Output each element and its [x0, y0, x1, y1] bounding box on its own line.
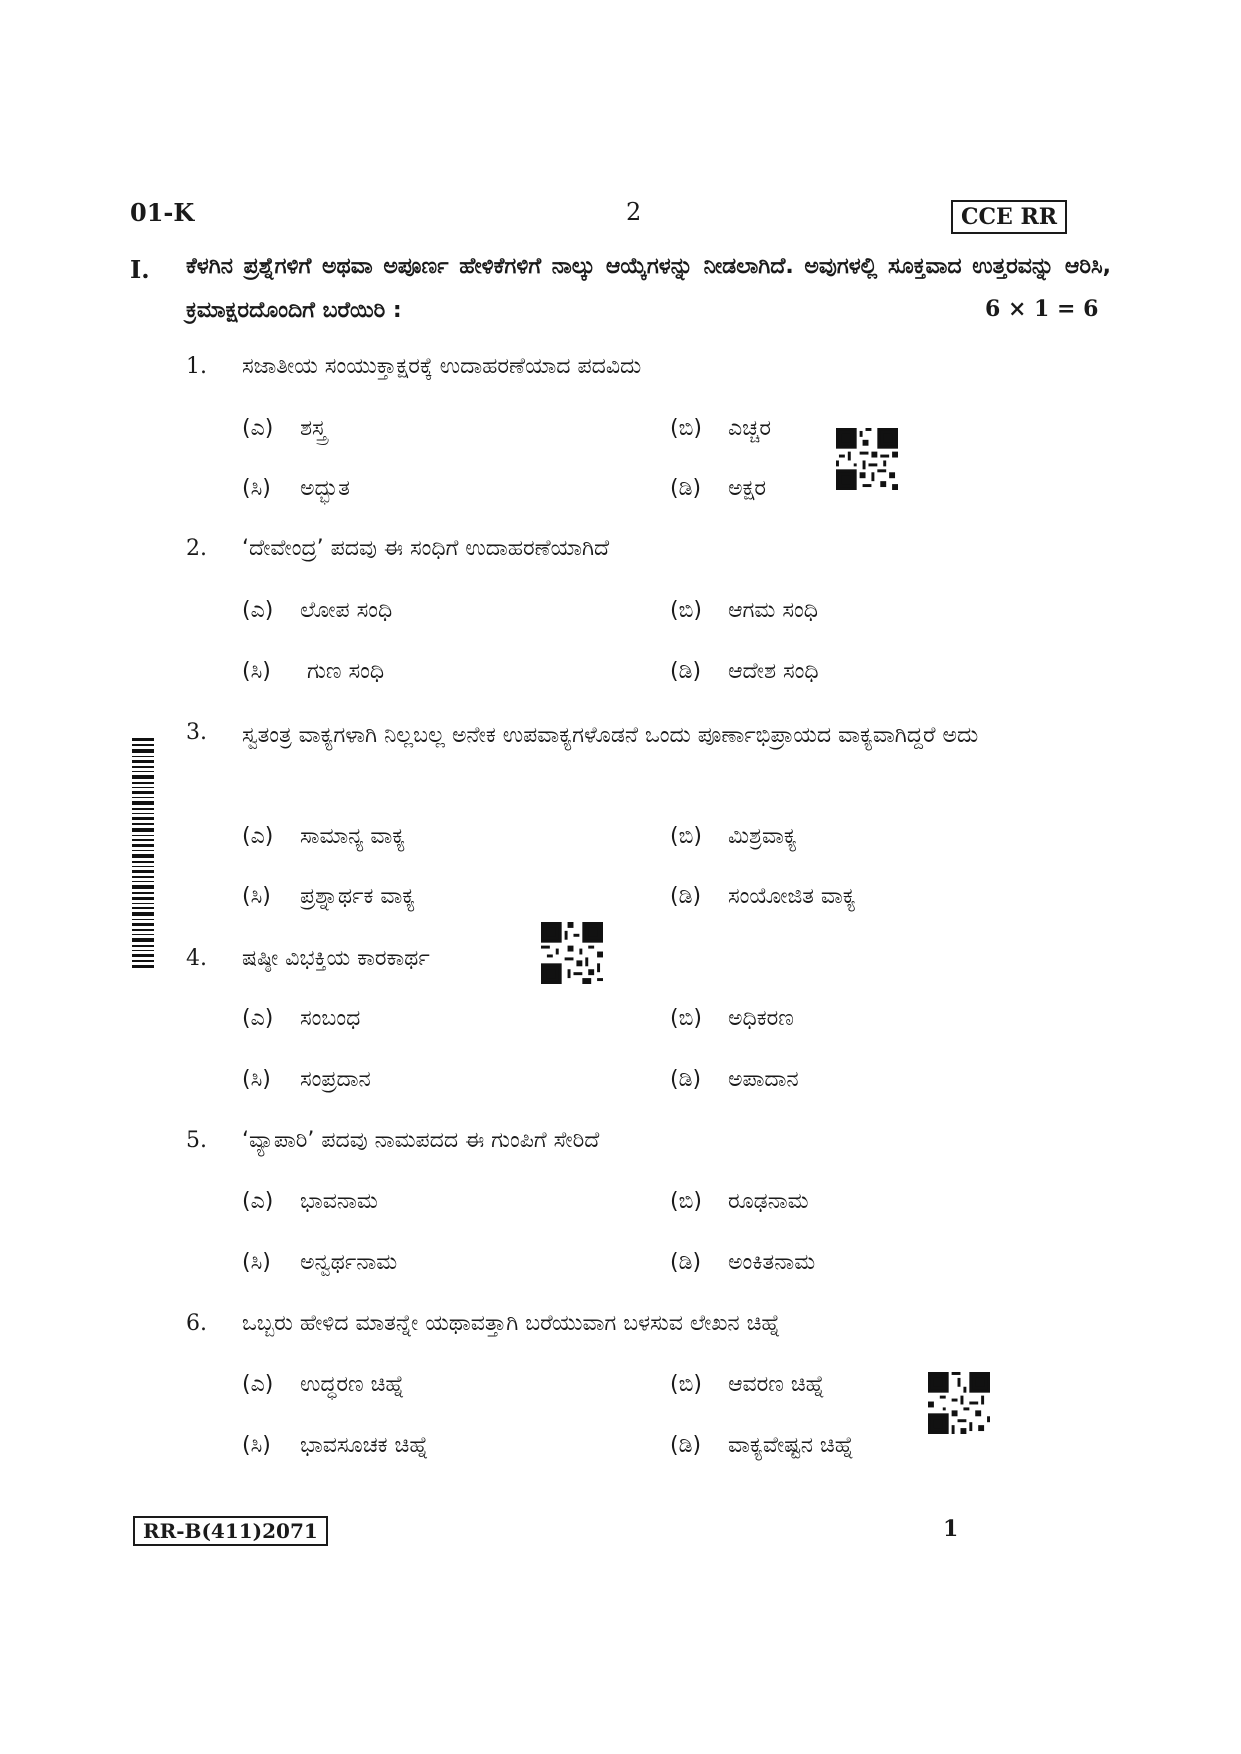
option-c — [242, 884, 415, 909]
option-c — [242, 1067, 371, 1092]
option-b — [670, 1189, 809, 1214]
option-label: (ಬಿ) — [670, 824, 702, 849]
qr-code — [836, 428, 898, 490]
option-c — [242, 476, 350, 501]
option-text: ಆಗಮ ಸಂಧಿ — [728, 598, 818, 623]
option-label: (ಡಿ) — [670, 884, 702, 909]
question-text: ‘ದೇವೇಂದ್ರ’ ಪದವು ಈ ಸಂಧಿಗೆ ಉದಾಹರಣೆಯಾಗಿದೆ — [242, 536, 610, 561]
option-a — [242, 416, 326, 441]
option-label: (ಎ) — [242, 1006, 274, 1031]
qr-code — [928, 1372, 990, 1434]
option-text: ಸಂಯೋಜಿತ ವಾಕ್ಯ — [728, 884, 856, 909]
option-text: ಅದ್ಭುತ — [300, 476, 350, 501]
option-label: (ಎ) — [242, 1372, 274, 1397]
series-box: CCE RR — [951, 200, 1067, 234]
question-number: 5. — [186, 1128, 207, 1153]
option-b — [670, 598, 818, 623]
option-text: ಲೋಪ ಸಂಧಿ — [300, 598, 393, 623]
option-a — [242, 824, 405, 849]
option-text: ಅಂಕಿತನಾಮ — [728, 1250, 816, 1275]
question-text: ಸಜಾತೀಯ ಸಂಯುಕ್ತಾಕ್ಷರಕ್ಕೆ ಉದಾಹರಣೆಯಾದ ಪದವಿದು — [242, 354, 642, 379]
option-text: ಆವರಣ ಚಿಹ್ನೆ — [728, 1372, 825, 1397]
option-label: (ಡಿ) — [670, 659, 702, 684]
section-instruction: ಕೆಳಗಿನ ಪ್ರಶ್ನೆಗಳಿಗೆ ಅಥವಾ ಅಪೂರ್ಣ ಹೇಳಿಕೆಗಳಿಗೆ ನಾಲ್ಕು ಆಯ್ಕೆಗಳನ್ನು ನೀಡಲಾಗಿದೆ. ಅವುಗಳಲ್ಲಿ ಸೂಕ್ತವಾದ ಉತ್ತರವನ್ನು ಆರಿಸಿ, ಕ್ರಮಾಕ್ಷರದೊಂದಿಗೆ ಬರೆಯಿರಿ : — [186, 254, 1111, 323]
option-c — [242, 1433, 428, 1458]
question-number: 3. — [186, 720, 207, 745]
option-label: (ಸಿ) — [242, 659, 271, 684]
option-label: (ಎ) — [242, 824, 274, 849]
option-d — [670, 1433, 854, 1458]
option-text: ಪ್ರಶ್ನಾರ್ಥಕ ವಾಕ್ಯ — [300, 884, 416, 909]
option-a — [242, 1189, 378, 1214]
option-d — [670, 659, 819, 684]
option-text: ಆದೇಶ ಸಂಧಿ — [728, 659, 819, 684]
option-text: ಶಸ್ತ್ರ — [300, 416, 327, 441]
option-text: ಉದ್ಧರಣ ಚಿಹ್ನೆ — [300, 1372, 405, 1397]
option-text: ಅನ್ವರ್ಥನಾಮ — [300, 1250, 398, 1275]
option-label: (ಸಿ) — [242, 884, 271, 909]
question-text: ‘ವ್ಯಾಪಾರಿ’ ಪದವು ನಾಮಪದದ ಈ ಗುಂಪಿಗೆ ಸೇರಿದೆ — [242, 1128, 600, 1153]
option-c — [242, 1250, 397, 1275]
option-d — [670, 1250, 815, 1275]
option-text: ಅಧಿಕರಣ — [728, 1006, 794, 1031]
option-text: ಅಪಾದಾನ — [728, 1067, 799, 1092]
option-d — [670, 1067, 799, 1092]
option-a — [242, 1372, 404, 1397]
option-label: (ಬಿ) — [670, 1006, 702, 1031]
option-text: ಮಿಶ್ರವಾಕ್ಯ — [728, 824, 797, 849]
option-text: ಸಂಬಂಧ — [300, 1006, 361, 1031]
option-text: ಗುಣ ಸಂಧಿ — [300, 659, 385, 684]
option-label: (ಬಿ) — [670, 598, 702, 623]
option-a — [242, 1006, 360, 1031]
option-d — [670, 884, 856, 909]
barcode — [132, 738, 154, 968]
option-text: ರೂಢನಾಮ — [728, 1189, 809, 1214]
option-b — [670, 1372, 825, 1397]
question-text: ಒಬ್ಬರು ಹೇಳಿದ ಮಾತನ್ನೇ ಯಥಾವತ್ತಾಗಿ ಬರೆಯುವಾಗ ಬಳಸುವ ಲೇಖನ ಚಿಹ್ನೆ — [242, 1311, 781, 1336]
option-text: ಸಾಮಾನ್ಯ ವಾಕ್ಯ — [300, 824, 406, 849]
option-label: (ಬಿ) — [670, 1372, 702, 1397]
question-number: 6. — [186, 1311, 207, 1336]
option-a — [242, 598, 392, 623]
question-text: ಸ್ವತಂತ್ರ ವಾಕ್ಯಗಳಾಗಿ ನಿಲ್ಲಬಲ್ಲ ಅನೇಕ ಉಪವಾಕ್ಯಗಳೊಡನೆ ಒಂದು ಪೂರ್ಣಾಭಿಪ್ರಾಯದ ವಾಕ್ಯವಾಗಿದ್ದರೆ ಅದು — [242, 723, 979, 748]
option-text: ಸಂಪ್ರದಾನ — [300, 1067, 371, 1092]
option-b — [670, 824, 797, 849]
option-text: ಭಾವಸೂಚಕ ಚಿಹ್ನೆ — [300, 1433, 429, 1458]
section-marks: 6 × 1 = 6 — [985, 296, 1099, 322]
option-label: (ಡಿ) — [670, 476, 702, 501]
option-label: (ಎ) — [242, 416, 274, 441]
paper-code: 01-K — [130, 198, 195, 227]
option-label: (ಸಿ) — [242, 476, 271, 501]
page-number: 2 — [626, 198, 642, 226]
option-text: ಅಕ್ಷರ — [728, 476, 767, 501]
option-b — [670, 1006, 794, 1031]
qr-code — [541, 922, 603, 984]
option-label: (ಡಿ) — [670, 1250, 702, 1275]
option-d — [670, 476, 766, 501]
option-text: ವಾಕ್ಯವೇಷ್ಟನ ಚಿಹ್ನೆ — [728, 1433, 854, 1458]
option-label: (ಡಿ) — [670, 1067, 702, 1092]
section-number: I. — [130, 255, 150, 284]
option-c — [242, 659, 384, 684]
sheet-number: 1 — [943, 1516, 959, 1542]
option-text: ಭಾವನಾಮ — [300, 1189, 378, 1214]
option-label: (ಬಿ) — [670, 1189, 702, 1214]
question-number: 4. — [186, 946, 207, 971]
question-text: ಷಷ್ಠೀ ವಿಭಕ್ತಿಯ ಕಾರಕಾರ್ಥ — [242, 946, 430, 971]
question-number: 2. — [186, 536, 207, 561]
option-b — [670, 416, 771, 441]
question-number: 1. — [186, 354, 207, 379]
option-label: (ಸಿ) — [242, 1250, 271, 1275]
option-text: ಎಚ್ಚರ — [728, 416, 771, 441]
option-label: (ಬಿ) — [670, 416, 702, 441]
footer-code-box: RR-B(411)2071 — [133, 1516, 328, 1546]
option-label: (ಎ) — [242, 1189, 274, 1214]
option-label: (ಸಿ) — [242, 1433, 271, 1458]
option-label: (ಎ) — [242, 598, 274, 623]
option-label: (ಡಿ) — [670, 1433, 702, 1458]
option-label: (ಸಿ) — [242, 1067, 271, 1092]
